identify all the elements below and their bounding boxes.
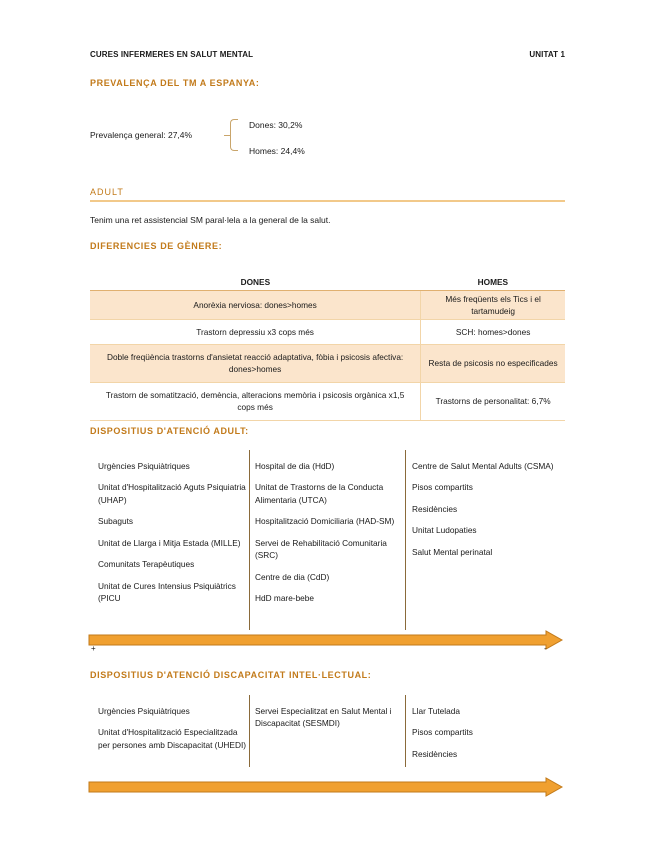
doc-header-unit: UNITAT 1 (529, 50, 565, 59)
disability-devices-col2 (255, 705, 400, 739)
table-row (90, 319, 565, 344)
table-cell: SCH: homes>dones (421, 319, 565, 344)
list-item: Unitat d'Hospitalització Aguts Psiquiatria (UHAP) (98, 482, 246, 505)
table-cell: Trastorn de somatització, demència, alteracions memòria i psicosis orgànica x1,5 cops més (90, 382, 421, 420)
adult-devices-title: DISPOSITIUS D'ATENCIÓ ADULT: (90, 426, 249, 436)
list-item: Centre de Salut Mental Adults (CSMA) (412, 461, 554, 471)
table-cell: Anorèxia nerviosa: dones>homes (90, 290, 421, 319)
list-item: HdD mare-bebe (255, 593, 315, 604)
gender-title: DIFERENCIES DE GÈNERE: (90, 241, 223, 251)
list-item: Unitat de Trastorns de la Conducta Alimentaria (UTCA) (255, 482, 384, 505)
adult-title: ADULT (90, 187, 124, 197)
list-item: Unitat d'Hospitalització Especialitzada per persones amb Discapacitat (UHEDI) (98, 727, 247, 750)
list-item: Pisos compartits (412, 727, 473, 738)
table-cell: Més freqüents els Tics i el tartamudeig (421, 290, 565, 319)
prevalence-men: Homes: 24,4% (249, 146, 305, 156)
doc-header-title: CURES INFERMERES EN SALUT MENTAL (90, 50, 254, 59)
brace-shape (230, 119, 238, 151)
column-divider (405, 450, 406, 630)
table-cell: Trastorn depressiu x3 cops més (90, 319, 421, 344)
list-item: Urgències Psiquiàtriques (98, 461, 190, 471)
intensity-arrow-icon (88, 630, 564, 650)
list-item: Subaguts (98, 516, 134, 527)
adult-devices-col1 (98, 460, 248, 614)
list-item: Servei de Rehabilitació Comunitaria (SRC) (255, 537, 387, 561)
gender-table-header (90, 275, 565, 290)
adult-rule (90, 200, 565, 202)
prevalence-general: Prevalença general: 27,4% (90, 130, 193, 140)
column-divider (249, 450, 250, 630)
prevalence-women: Dones: 30,2% (249, 120, 303, 130)
list-item: Residències (412, 748, 458, 759)
list-item: Servei Especialitzat en Salut Mental i Discapacitat (SESMDI) (255, 706, 392, 729)
adult-intro: Tenim una ret assistencial SM paral·lela a la general de la salut. (90, 215, 331, 225)
list-item: Hospital de dia (HdD) (255, 461, 335, 471)
arrow-minus-label: - (544, 644, 547, 653)
prevalence-title: PREVALENÇA DEL TM A ESPANYA: (90, 78, 260, 88)
list-item: Unitat de Llarga i Mitja Estada (MILLE) (98, 537, 241, 548)
table-row (90, 344, 565, 382)
header-men: HOMES (421, 275, 565, 290)
list-item: Hospitalització Domiciliaria (HAD-SM) (255, 516, 395, 527)
list-item: Urgències Psiquiàtriques (98, 706, 190, 716)
disability-devices-title: DISPOSITIUS D'ATENCIÓ DISCAPACITAT INTEL·LECTUAL: (90, 670, 372, 680)
header-women: DONES (90, 275, 421, 290)
intensity-arrow-icon (88, 777, 564, 797)
disability-devices-col3 (412, 705, 562, 769)
disability-devices-col1 (98, 705, 248, 760)
list-item: Residències (412, 503, 458, 514)
list-item: Pisos compartits (412, 482, 473, 493)
list-item: Centre de dia (CdD) (255, 571, 330, 582)
list-item: Llar Tutelada (412, 706, 460, 716)
column-divider (405, 695, 406, 767)
list-item: Unitat Ludopaties (412, 525, 477, 536)
list-item: Unitat de Cures Intensius Psiquiàtrics (PICU (98, 580, 236, 604)
adult-devices-col2 (255, 460, 400, 614)
adult-devices-col3 (412, 460, 562, 567)
list-item: Comunitats Terapèutiques (98, 559, 195, 570)
table-row (90, 290, 565, 319)
arrow-plus-label: + (91, 644, 96, 653)
table-row (90, 382, 565, 420)
table-cell: Trastorns de personalitat: 6,7% (421, 382, 565, 420)
brace-tip (224, 135, 230, 136)
column-divider (249, 695, 250, 767)
list-item: Salut Mental perinatal (412, 546, 493, 557)
table-cell: Doble freqüència trastorns d'ansietat reacció adaptativa, fòbia i psicosis afectiva: dones>homes (90, 344, 421, 382)
gender-table (90, 275, 565, 421)
table-cell: Resta de psicosis no especificades (421, 344, 565, 382)
